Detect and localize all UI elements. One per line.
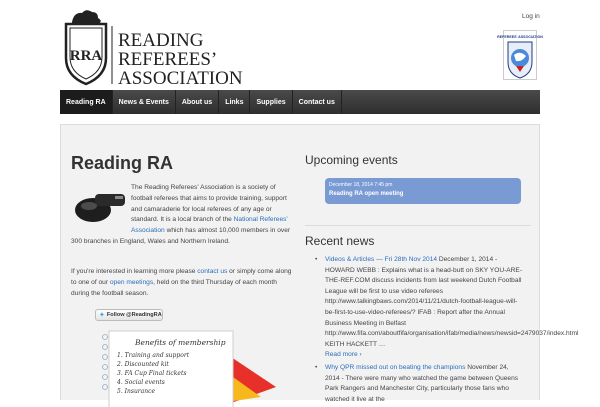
event-title: Reading RA open meeting [329, 191, 404, 197]
news-item-link[interactable]: Videos & Articles — Fri 28th Nov 2014 [325, 256, 438, 263]
svg-text:1. Training and support: 1. Training and support [117, 352, 190, 359]
main-column [71, 125, 296, 401]
twitter-follow-button[interactable] [95, 309, 163, 321]
news-item-link[interactable]: Why QPR missed out on beating the champions [325, 363, 466, 371]
follow-label: Follow @ReadingRA [106, 312, 162, 318]
sidebar [305, 145, 579, 403]
news-item: • Videos & Articles — Fri 28th Nov 2014 December 1, 2014 - HOWARD WEBB : Explains what is a head-butt on SKY YOU-ARE-THE-REF.COM discuss incidents from last weekend Dutch Football League will be first to use video referees http://www.talkingbaws.com/2014/11/21/dutch-football-league-will-be-first-to-use-video-referees/? IFAB : Report after the Annual Business Meeting in Belfast http://www.fifa.com/aboutfifa/organisation/ifab/media/news/newsid=2479037/index.html KEITH HACKETT … Read more › [315, 255, 525, 361]
svg-text:2. Discounted kit: 2. Discounted kit [117, 361, 169, 368]
nav-item-supplies[interactable]: Supplies [250, 90, 292, 114]
rra-logo[interactable] [60, 8, 250, 88]
nav-item-contact-us[interactable]: Contact us [293, 90, 342, 114]
svg-text:REFEREES’ ASSOCIATION: REFEREES’ ASSOCIATION [497, 35, 543, 39]
twitter-bird-icon: ✦ [99, 312, 105, 319]
content-area [60, 124, 579, 403]
svg-text:Benefits of membership: Benefits of membership [135, 338, 226, 347]
read-more-link[interactable]: Read more › [325, 351, 362, 359]
page-title: Reading RA [71, 153, 174, 173]
recent-news-heading: Recent news [305, 234, 375, 248]
upcoming-events-heading: Upcoming events [305, 153, 398, 167]
site-header [0, 0, 600, 90]
sidebar-divider [305, 225, 531, 226]
membership-paragraph: If you're interested in learning more please contact us or simply come along to one of our open meetings, held on the third Thursday of each month during the football season. [71, 268, 292, 297]
national-referees-association-link[interactable]: National Referees' Association [131, 216, 288, 235]
nav-item-reading-ra[interactable]: Reading RA [60, 90, 113, 114]
news-item: • Why QPR missed out on beating the champions November 24, 2014 - There were many who watched the game between Queens Park Rangers and Manchester City, particularly those fans who watched it live at the [315, 363, 525, 405]
recent-news-list [315, 255, 579, 407]
svg-text:READING: READING [118, 30, 204, 51]
svg-text:5. Insurance: 5. Insurance [117, 388, 156, 395]
intro-paragraph: The Reading Referees' Association is a society of football referees that aims to provide training, support and camaraderie for local referees of any age or standard. It is a local branch of the National Referees' Association which has almost 10,000 members in over 300 branches in England, Wales and Northern Ireland. [71, 184, 291, 245]
event-card[interactable] [325, 178, 521, 204]
nav-item-links[interactable]: Links [219, 90, 250, 114]
contact-us-link[interactable]: contact us [197, 268, 228, 275]
svg-text:4. Social events: 4. Social events [117, 379, 165, 386]
main-navigation [60, 90, 540, 114]
nav-item-about-us[interactable]: About us [176, 90, 219, 114]
login-link[interactable]: Log in [522, 13, 540, 20]
svg-text:RRA: RRA [69, 48, 103, 64]
referees-association-badge [497, 30, 543, 80]
svg-text:3. FA Cup Final tickets: 3. FA Cup Final tickets [117, 370, 187, 377]
nav-item-news-events[interactable]: News & Events [113, 90, 176, 114]
open-meetings-link[interactable]: open meetings [109, 278, 154, 286]
event-date: December 18, 2014 7:45 pm [329, 182, 393, 188]
svg-text:REFEREES’: REFEREES’ [118, 49, 218, 70]
benefits-of-membership-image [101, 327, 281, 403]
svg-text:ASSOCIATION: ASSOCIATION [118, 68, 243, 89]
